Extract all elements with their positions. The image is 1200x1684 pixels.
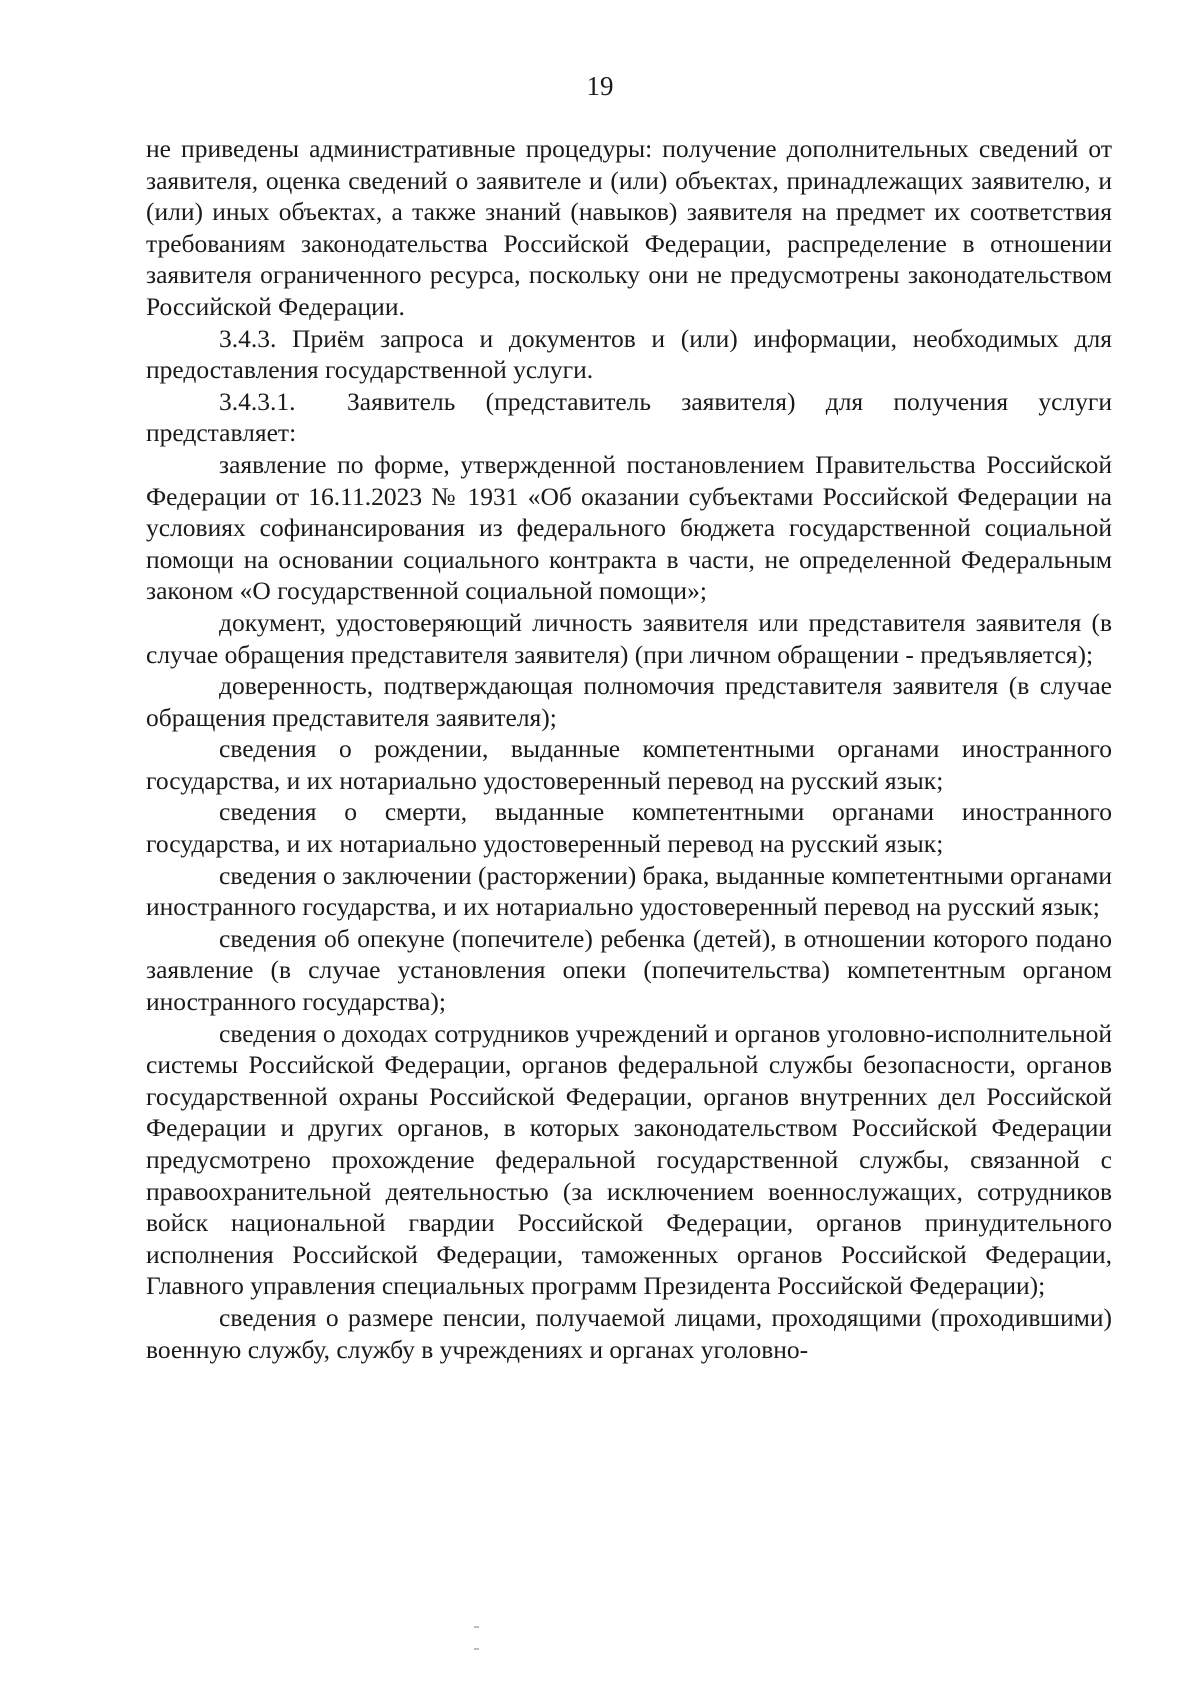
scan-artifact: [474, 1648, 479, 1650]
paragraph-numbered: [146, 386, 1112, 449]
paragraph: доверенность, подтверждающая полномочия представителя заявителя (в случае обращения представителя заявителя);: [146, 671, 1112, 732]
paragraph: 3.4.3. Приём запроса и документов и (или) информации, необходимых для предоставления государственной услуги.: [146, 323, 1112, 385]
page-number: 19: [586, 71, 614, 101]
paragraph: сведения о смерти, выданные компетентными органами иностранного государства, и их нотариально удостоверенный перевод на русский язык;: [146, 797, 1112, 859]
paragraph: документ, удостоверяющий личность заявителя или представителя заявителя (в случае обращения представителя заявителя) (при личном обращении - предъявляется);: [146, 607, 1112, 669]
paragraph: сведения о заключении (расторжении) брака, выданные компетентными органами иностранного государства, и их нотариально удостоверенный перевод на русский язык;: [146, 860, 1113, 922]
scan-artifact: [474, 1626, 479, 1628]
paragraph: сведения о рождении, выданные компетентными органами иностранного государства, и их нотариально удостоверенный перевод на русский язык;: [146, 734, 1112, 795]
paragraph: заявление по форме, утвержденной постановлением Правительства Российской Федерации от 16.11.2023 № 1931 «Об оказании субъектами Российской Федерации на условиях софинансирования из федерального бюджета государственной социальной помощи на основании социального контракта в части, не определенной Федеральным законом «О государственной социальной помощи»;: [146, 449, 1112, 606]
paragraph: сведения об опекуне (попечителе) ребенка (детей), в отношении которого подано заявление (в случае установления опеки (попечительства) компетентным органом иностранного государства);: [146, 923, 1112, 1017]
paragraph: сведения о размере пенсии, получаемой лицами, проходящими (проходившими) военную службу, службу в учреждениях и органах уголовно-: [146, 1302, 1112, 1364]
item-number: 3.4.3.1.: [219, 386, 296, 416]
paragraph: сведения о доходах сотрудников учреждений и органов уголовно-исполнительной системы Российской Федерации, органов федеральной службы безопасности, органов государственной охраны Российской Федерации, органов внутренних дел Российской Федерации и других органов, в которых законодательством Российской Федерации предусмотрено прохождение федеральной государственной службы, связанной с правоохранительной деятельностью (за исключением военнослужащих, сотрудников войск национальной гвардии Российской Федерации, органов принудительного исполнения Российской Федерации, таможенных органов Российской Федерации, Главного управления специальных программ Президента Российской Федерации);: [146, 1018, 1112, 1301]
paragraph: не приведены административные процедуры: получение дополнительных сведений от заявителя, оценка сведений о заявителе и (или) объектах, принадлежащих заявителю, и (или) иных объектах, а также знаний (навыков) заявителя на предмет их соответствия требованиям законодательства Российской Федерации, распределение в отношении заявителя ограниченного ресурса, поскольку они не предусмотрены законодательством Российской Федерации.: [146, 134, 1112, 321]
document-body: [146, 133, 1112, 1365]
paragraph-text: Заявитель (представитель заявителя) для получения услуги представляет:: [146, 386, 1112, 448]
